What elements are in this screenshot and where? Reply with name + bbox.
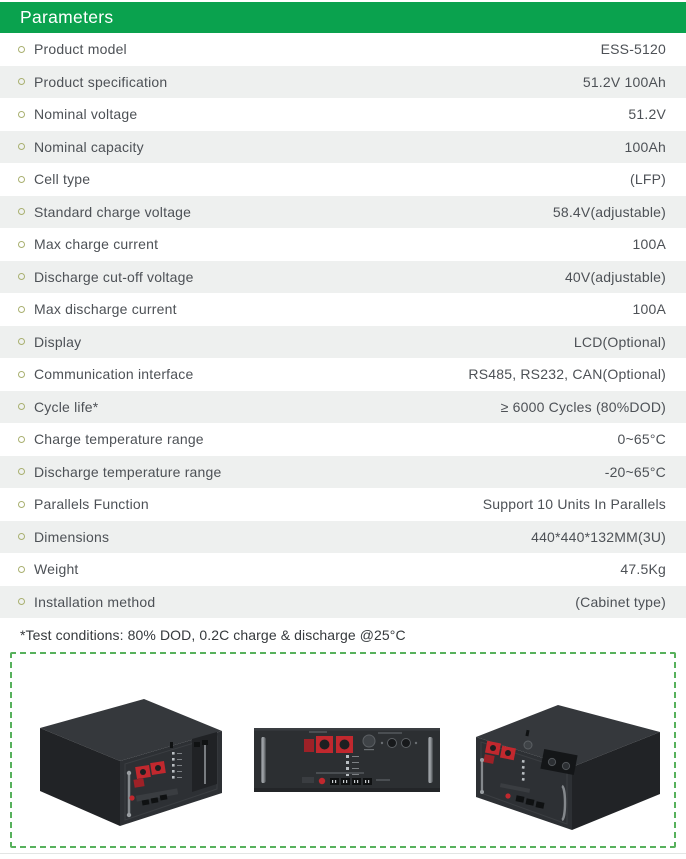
circle-bullet-icon <box>18 501 25 508</box>
parameter-label-group <box>18 334 81 350</box>
parameter-value: Support 10 Units In Parallels <box>482 496 666 513</box>
parameter-value: 100A <box>632 301 666 318</box>
parameter-row <box>0 196 686 229</box>
parameter-row <box>0 456 686 489</box>
circle-bullet-icon <box>18 306 25 313</box>
parameter-label: Discharge temperature range <box>34 463 222 480</box>
parameter-row <box>0 293 686 326</box>
circle-bullet-icon <box>18 598 25 605</box>
parameter-label-group <box>18 529 109 545</box>
parameter-row <box>0 358 686 391</box>
parameter-value: (Cabinet type) <box>575 593 666 610</box>
circle-bullet-icon <box>18 338 25 345</box>
parameter-value: 51.2V <box>628 106 666 123</box>
parameter-label: Cell type <box>34 171 91 188</box>
parameter-row <box>0 326 686 359</box>
parameter-value: ≥ 6000 Cycles (80%DOD) <box>500 398 666 415</box>
parameter-row <box>0 391 686 424</box>
parameter-row <box>0 586 686 619</box>
parameters-table <box>0 33 686 618</box>
parameter-row <box>0 488 686 521</box>
parameter-label-group <box>18 399 98 415</box>
circle-bullet-icon <box>18 371 25 378</box>
parameters-header <box>0 2 686 33</box>
parameters-title: Parameters <box>20 7 114 27</box>
battery-photo-angled-left <box>30 694 230 834</box>
circle-bullet-icon <box>18 566 25 573</box>
parameter-label-group <box>18 106 137 122</box>
circle-bullet-icon <box>18 176 25 183</box>
parameter-label: Product specification <box>34 73 168 90</box>
circle-bullet-icon <box>18 241 25 248</box>
parameter-value: 100A <box>632 236 666 253</box>
parameter-value: (LFP) <box>630 171 666 188</box>
parameter-label: Communication interface <box>34 366 194 383</box>
circle-bullet-icon <box>18 403 25 410</box>
test-conditions-note: *Test conditions: 80% DOD, 0.2C charge & discharge @25°C <box>20 627 406 643</box>
circle-bullet-icon <box>18 46 25 53</box>
parameter-label: Standard charge voltage <box>34 203 192 220</box>
parameter-label: Parallels Function <box>34 496 149 513</box>
parameter-value: 440*440*132MM(3U) <box>531 528 666 545</box>
parameter-row <box>0 553 686 586</box>
parameter-value: 47.5Kg <box>620 561 666 578</box>
parameter-label-group <box>18 236 158 252</box>
parameter-label: Charge temperature range <box>34 431 204 448</box>
parameter-label: Max discharge current <box>34 301 177 318</box>
parameter-value: 51.2V 100Ah <box>582 73 666 90</box>
circle-bullet-icon <box>18 143 25 150</box>
circle-bullet-icon <box>18 468 25 475</box>
parameter-value: LCD(Optional) <box>573 333 666 350</box>
parameter-label-group <box>18 269 194 285</box>
battery-photo-front <box>254 728 440 794</box>
parameter-label-group <box>18 301 177 317</box>
parameter-label: Discharge cut-off voltage <box>34 268 194 285</box>
parameter-row <box>0 66 686 99</box>
parameter-label-group <box>18 594 155 610</box>
circle-bullet-icon <box>18 533 25 540</box>
parameter-label-group <box>18 496 149 512</box>
parameter-row <box>0 163 686 196</box>
parameter-value: RS485, RS232, CAN(Optional) <box>468 366 666 383</box>
parameter-value: 40V(adjustable) <box>564 268 666 285</box>
section-divider <box>0 853 686 854</box>
parameter-label-group <box>18 366 193 382</box>
parameter-row <box>0 33 686 66</box>
battery-photo-angled-right <box>460 700 670 835</box>
parameter-label: Installation method <box>34 593 156 610</box>
parameter-label: Nominal capacity <box>34 138 144 155</box>
parameter-value: -20~65°C <box>604 463 666 480</box>
parameter-label: Nominal voltage <box>34 106 138 123</box>
parameter-value: 0~65°C <box>617 431 666 448</box>
parameter-label: Weight <box>34 561 79 578</box>
parameter-value: 58.4V(adjustable) <box>552 203 666 220</box>
parameter-label: Display <box>34 333 82 350</box>
circle-bullet-icon <box>18 78 25 85</box>
parameter-row <box>0 521 686 554</box>
parameter-value: 100Ah <box>624 138 666 155</box>
parameter-label: Cycle life* <box>34 398 99 415</box>
parameter-value: ESS-5120 <box>600 41 666 58</box>
product-image-gallery <box>10 652 676 848</box>
parameter-label-group <box>18 464 222 480</box>
parameter-label: Product model <box>34 41 127 58</box>
parameter-label-group <box>18 171 90 187</box>
parameter-row <box>0 98 686 131</box>
circle-bullet-icon <box>18 208 25 215</box>
parameter-label-group <box>18 41 127 57</box>
parameter-row <box>0 228 686 261</box>
parameter-label-group <box>18 204 191 220</box>
parameter-label: Dimensions <box>34 528 110 545</box>
parameter-label-group <box>18 139 144 155</box>
parameter-label-group <box>18 431 204 447</box>
circle-bullet-icon <box>18 436 25 443</box>
parameter-row <box>0 131 686 164</box>
spec-sheet-page <box>0 2 686 859</box>
parameter-row <box>0 261 686 294</box>
parameter-label: Max charge current <box>34 236 159 253</box>
parameter-label-group <box>18 74 167 90</box>
circle-bullet-icon <box>18 273 25 280</box>
circle-bullet-icon <box>18 111 25 118</box>
parameter-label-group <box>18 561 79 577</box>
parameter-row <box>0 423 686 456</box>
